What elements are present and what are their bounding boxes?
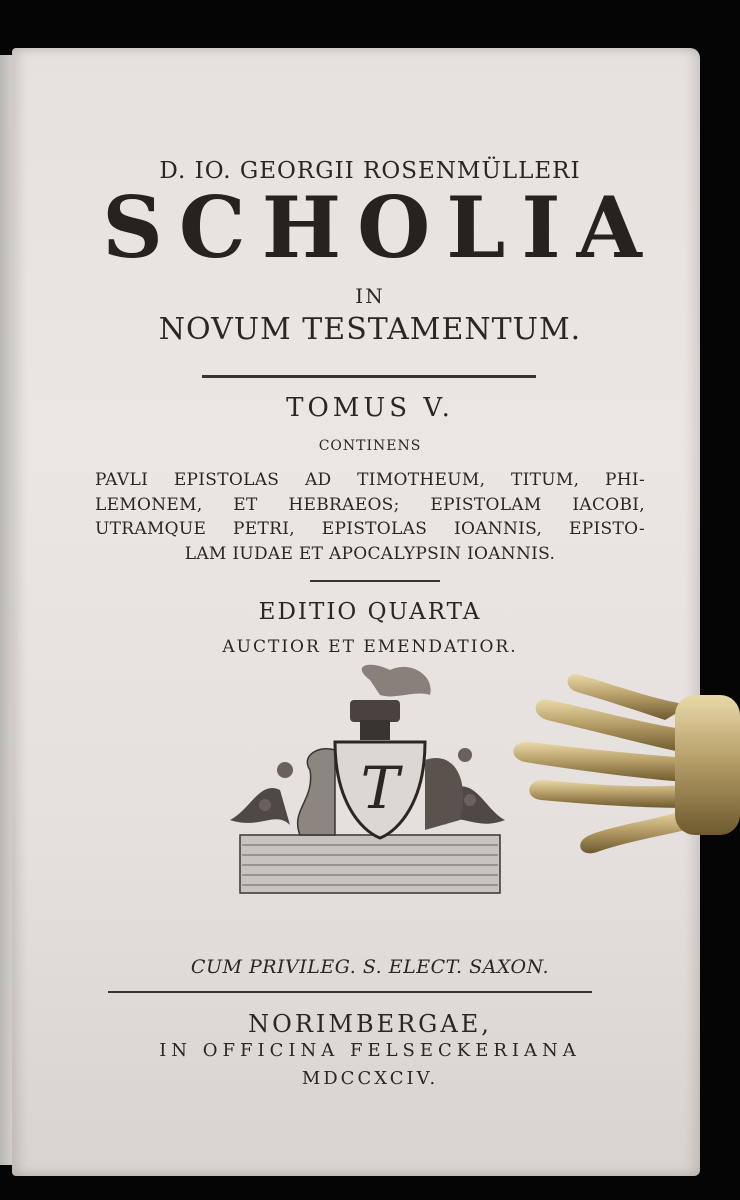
divider-rule-2 <box>310 580 440 582</box>
contents-block <box>95 468 645 566</box>
book-title: SCHOLIA <box>102 178 658 277</box>
author-line: D. IO. GEORGII ROSENMÜLLERI <box>159 158 581 184</box>
contents-line: LAM IUDAE ET APOCALYPSIN IOANNIS. <box>184 543 556 564</box>
divider-rule-1 <box>202 375 536 378</box>
contents-line: UTRAMQUE PETRI, EPISTOLAS IOANNIS, EPISTO- <box>95 519 645 539</box>
svg-text:T: T <box>360 754 400 822</box>
continens-line: CONTINENS <box>318 438 422 454</box>
title-connector: IN <box>355 284 385 308</box>
place-line: NORIMBERGAE, <box>248 1010 492 1038</box>
year-line: MDCCXCIV. <box>301 1068 439 1089</box>
publisher-line: IN OFFICINA FELSECKERIANA <box>159 1040 581 1061</box>
privilege-line: CUM PRIVILEG. S. ELECT. SAXON. <box>190 956 550 978</box>
contents-line: LEMONEM, ET HEBRAEOS; EPISTOLAM IACOBI, <box>95 494 645 515</box>
volume-line: TOMUS V. <box>286 393 454 423</box>
subject-line: NOVUM TESTAMENTUM. <box>158 312 582 347</box>
edition-note-line: AUCTIOR ET EMENDATIOR. <box>222 637 518 657</box>
edition-line: EDITIO QUARTA <box>258 599 482 625</box>
heraldic-vignette-icon <box>220 660 510 900</box>
contents-line: PAVLI EPISTOLAS AD TIMOTHEUM, TITUM, PHI- <box>95 470 645 490</box>
divider-rule-3 <box>108 991 592 993</box>
brass-hand-page-holder-icon <box>505 660 740 860</box>
